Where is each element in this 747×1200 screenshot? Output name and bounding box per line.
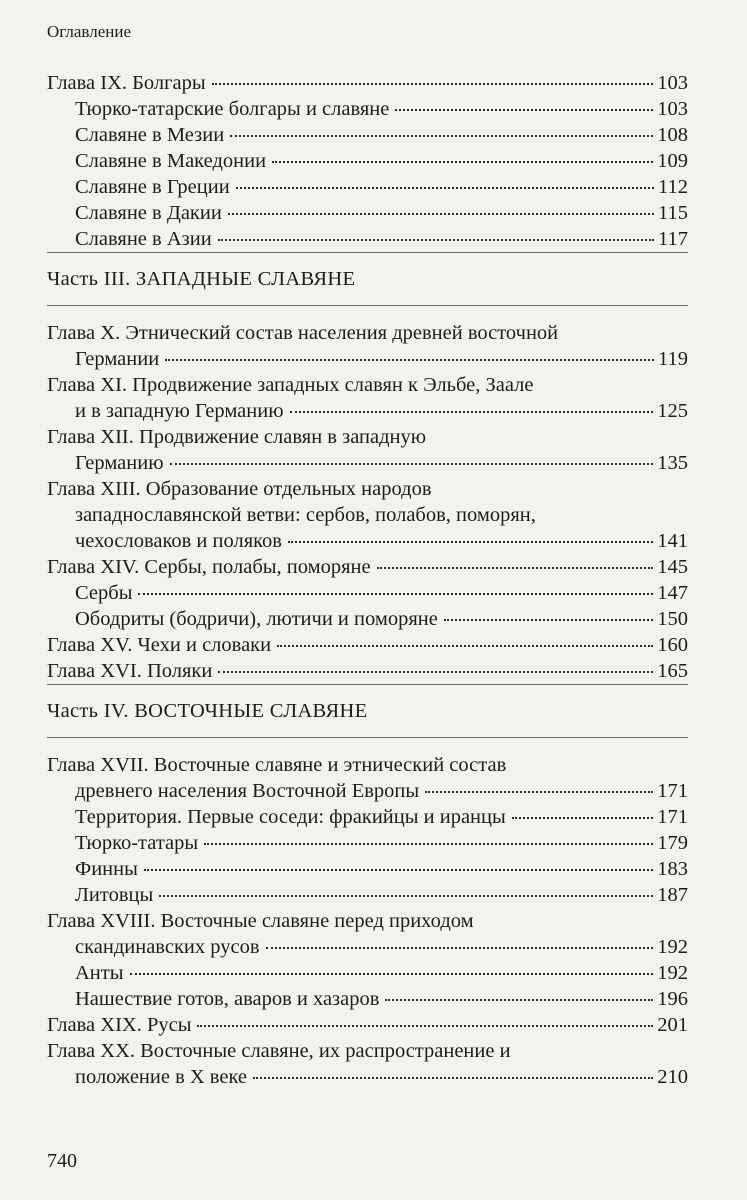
toc-page-number: 115	[658, 202, 688, 224]
toc-page-number: 145	[657, 556, 688, 578]
toc-entry-title: западнославянской ветви: сербов, полабов, поморян,	[75, 504, 536, 526]
toc-line	[47, 856, 688, 882]
toc-line	[47, 320, 688, 346]
toc-page-number: 125	[657, 400, 688, 422]
toc-page-number: 192	[657, 936, 688, 958]
toc-entry-title: Глава XIV. Сербы, полабы, поморяне	[47, 556, 371, 578]
toc-entry-title: Анты	[75, 962, 124, 984]
toc-entry-title: Глава IX. Болгары	[47, 72, 206, 94]
toc-entry-title: Славяне в Азии	[75, 228, 212, 250]
table-of-contents	[47, 70, 688, 1090]
toc-entry-title: Территория. Первые соседи: фракийцы и иранцы	[75, 806, 506, 828]
toc-chapter-entry[interactable]	[47, 908, 688, 960]
toc-page-number: 109	[657, 150, 688, 172]
dot-leader	[130, 972, 654, 975]
toc-page-number: 119	[658, 348, 688, 370]
toc-line	[47, 148, 688, 174]
toc-line	[47, 174, 688, 200]
toc-page-number: 108	[657, 124, 688, 146]
toc-entry-title: Славяне в Мезии	[75, 124, 225, 146]
toc-page-number: 201	[657, 1014, 688, 1036]
dot-leader	[277, 644, 653, 647]
toc-entry-title: древнего населения Восточной Европы	[75, 780, 420, 802]
toc-line	[47, 960, 688, 986]
toc-page-number: 165	[657, 660, 688, 682]
toc-line	[47, 882, 688, 908]
toc-page-number: 183	[657, 858, 688, 880]
toc-line	[47, 580, 688, 606]
toc-entry-title: Финны	[75, 858, 138, 880]
toc-page-number: 103	[657, 72, 688, 94]
toc-entry-title: Литовцы	[75, 884, 154, 906]
toc-chapter-entry[interactable]	[47, 70, 688, 96]
toc-chapter-entry[interactable]	[47, 632, 688, 658]
toc-entry-title: Глава XII. Продвижение славян в западную	[47, 426, 427, 448]
toc-subentry[interactable]	[47, 580, 688, 606]
dot-leader	[218, 238, 654, 241]
toc-page-number: 117	[658, 228, 688, 250]
toc-entry-title: Сербы	[75, 582, 133, 604]
toc-page-number: 112	[658, 176, 688, 198]
toc-chapter-entry[interactable]	[47, 752, 688, 804]
toc-entry-title: Ободриты (бодричи), лютичи и поморяне	[75, 608, 438, 630]
dot-leader	[425, 790, 653, 793]
dot-leader	[165, 358, 654, 361]
toc-chapter-entry[interactable]	[47, 424, 688, 476]
toc-line	[47, 450, 688, 476]
toc-entry-title: Глава XIII. Образование отдельных народов	[47, 478, 432, 500]
toc-line	[47, 122, 688, 148]
toc-line	[47, 1038, 688, 1064]
toc-page-number: 150	[657, 608, 688, 630]
toc-page-number: 103	[657, 98, 688, 120]
toc-chapter-entry[interactable]	[47, 1038, 688, 1090]
toc-subentry[interactable]	[47, 122, 688, 148]
toc-chapter-entry[interactable]	[47, 658, 688, 684]
dot-leader	[290, 410, 654, 413]
dot-leader	[204, 842, 653, 845]
dot-leader	[230, 134, 653, 137]
toc-line	[47, 632, 688, 658]
toc-entry-title: Глава XX. Восточные славяне, их распространение и	[47, 1040, 511, 1062]
toc-line	[47, 658, 688, 684]
toc-page-number: 196	[657, 988, 688, 1010]
toc-subentry[interactable]	[47, 174, 688, 200]
toc-line	[47, 70, 688, 96]
dot-leader	[170, 462, 654, 465]
toc-line	[47, 1064, 688, 1090]
toc-line	[47, 830, 688, 856]
dot-leader	[266, 946, 654, 949]
dot-leader	[212, 82, 654, 85]
dot-leader	[444, 618, 653, 621]
toc-entry-title: и в западную Германию	[75, 400, 284, 422]
toc-entry-title: Глава XIX. Русы	[47, 1014, 192, 1036]
section-divider	[47, 252, 688, 253]
toc-chapter-entry[interactable]	[47, 1012, 688, 1038]
toc-line	[47, 424, 688, 450]
toc-page-number: 187	[657, 884, 688, 906]
toc-chapter-entry[interactable]	[47, 320, 688, 372]
dot-leader	[385, 998, 653, 1001]
toc-entry-title: Славяне в Македонии	[75, 150, 267, 172]
toc-line	[47, 804, 688, 830]
toc-subentry[interactable]	[47, 606, 688, 632]
toc-entry-title: Глава XVIII. Восточные славяне перед приходом	[47, 910, 474, 932]
part-rule	[47, 305, 688, 306]
toc-subentry[interactable]	[47, 148, 688, 174]
toc-page-number: 147	[657, 582, 688, 604]
dot-leader	[144, 868, 653, 871]
running-head: Оглавление	[47, 22, 131, 41]
toc-line	[47, 502, 688, 528]
toc-entry-title: Тюрко-татары	[75, 832, 199, 854]
toc-page-number: 192	[657, 962, 688, 984]
page-number: 740	[47, 1150, 77, 1172]
toc-line	[47, 398, 688, 424]
toc-subentry[interactable]	[47, 986, 688, 1012]
toc-entry-title: положение в X веке	[75, 1066, 248, 1088]
toc-page-number: 171	[657, 780, 688, 802]
toc-line	[47, 528, 688, 554]
toc-subentry[interactable]	[47, 960, 688, 986]
toc-entry-title: скандинавских русов	[75, 936, 260, 958]
part-rule	[47, 737, 688, 738]
toc-page-number: 171	[657, 806, 688, 828]
toc-line	[47, 986, 688, 1012]
toc-entry-title: Нашествие готов, аваров и хазаров	[75, 988, 380, 1010]
toc-entry-title: Глава X. Этнический состав населения древней восточной	[47, 322, 559, 344]
dot-leader	[228, 212, 654, 215]
toc-line	[47, 476, 688, 502]
toc-entry-title: Славяне в Греции	[75, 176, 230, 198]
toc-entry-title: Глава XV. Чехи и словаки	[47, 634, 272, 656]
toc-entry-title: Глава XVII. Восточные славяне и этнический состав	[47, 754, 507, 776]
toc-line	[47, 606, 688, 632]
dot-leader	[272, 160, 653, 163]
part-heading: Часть IV. ВОСТОЧНЫЕ СЛАВЯНЕ	[47, 700, 368, 722]
dot-leader	[377, 566, 654, 569]
toc-subentry[interactable]	[47, 804, 688, 830]
dot-leader	[395, 108, 653, 111]
toc-page-number: 160	[657, 634, 688, 656]
toc-subentry[interactable]	[47, 226, 688, 252]
toc-line	[47, 372, 688, 398]
toc-line	[47, 778, 688, 804]
toc-subentry[interactable]	[47, 96, 688, 122]
toc-line	[47, 346, 688, 372]
dot-leader	[138, 592, 653, 595]
toc-subentry[interactable]	[47, 830, 688, 856]
toc-line	[47, 554, 688, 580]
toc-entry-title: Глава XI. Продвижение западных славян к Эльбе, Заале	[47, 374, 534, 396]
dot-leader	[159, 894, 653, 897]
dot-leader	[288, 540, 653, 543]
dot-leader	[512, 816, 653, 819]
part-heading: Часть III. ЗАПАДНЫЕ СЛАВЯНЕ	[47, 268, 356, 290]
toc-entry-title: Славяне в Дакии	[75, 202, 222, 224]
toc-page-number: 141	[657, 530, 688, 552]
toc-line	[47, 908, 688, 934]
toc-subentry[interactable]	[47, 856, 688, 882]
toc-entry-title: Германии	[75, 348, 160, 370]
toc-line	[47, 752, 688, 778]
toc-line	[47, 200, 688, 226]
toc-line	[47, 1012, 688, 1038]
toc-entry-title: Глава XVI. Поляки	[47, 660, 213, 682]
toc-chapter-entry[interactable]	[47, 372, 688, 424]
toc-chapter-entry[interactable]	[47, 554, 688, 580]
dot-leader	[218, 670, 653, 673]
toc-page-number: 179	[657, 832, 688, 854]
toc-entry-title: Тюрко-татарские болгары и славяне	[75, 98, 390, 120]
toc-line	[47, 226, 688, 252]
dot-leader	[197, 1024, 653, 1027]
toc-entry-title: чехословаков и поляков	[75, 530, 282, 552]
toc-page-number: 210	[657, 1066, 688, 1088]
toc-entry-title: Германию	[75, 452, 164, 474]
toc-line	[47, 96, 688, 122]
section-divider	[47, 684, 688, 685]
dot-leader	[253, 1076, 653, 1079]
toc-page-number: 135	[657, 452, 688, 474]
toc-line	[47, 934, 688, 960]
toc-chapter-entry[interactable]	[47, 476, 688, 554]
toc-subentry[interactable]	[47, 200, 688, 226]
dot-leader	[236, 186, 654, 189]
toc-subentry[interactable]	[47, 882, 688, 908]
